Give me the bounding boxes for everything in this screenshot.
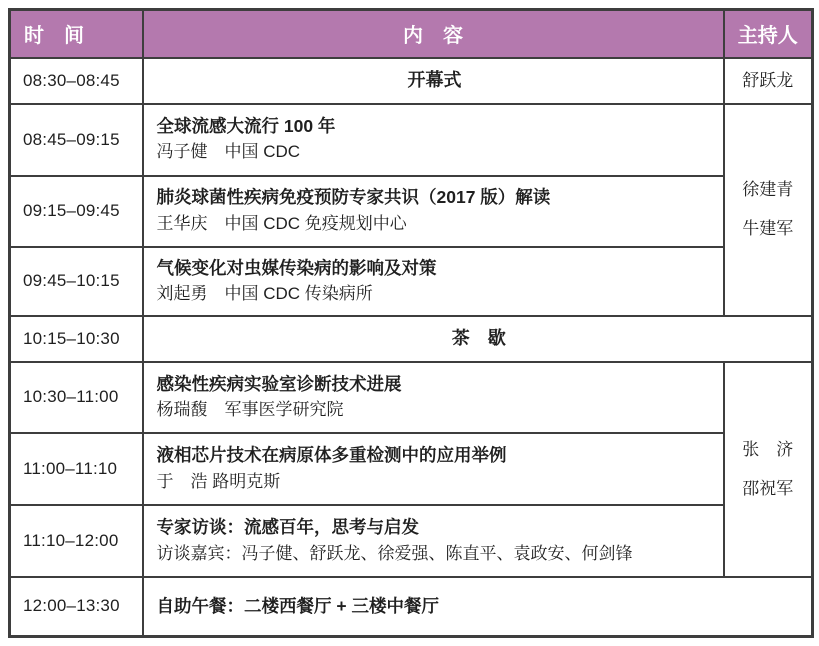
host-name: 舒跃龙 xyxy=(742,70,794,90)
schedule-row xyxy=(10,176,813,247)
time-cell: 11:10–12:00 xyxy=(10,505,143,577)
time-cell: 09:15–09:45 xyxy=(10,176,143,247)
host-cell xyxy=(724,58,813,104)
host-cell xyxy=(724,362,813,577)
session-cell xyxy=(143,433,724,505)
host-name: 牛建军 xyxy=(742,219,794,239)
schedule-row-tea-break xyxy=(10,316,813,362)
session-title: 开幕式 xyxy=(407,69,462,90)
session-guests: 访谈嘉宾：冯子健、舒跃龙、徐爱强、陈直平、袁政安、何剑锋 xyxy=(156,543,633,563)
time-column-header: 时 间 xyxy=(10,10,143,58)
session-speaker: 于 浩 路明克斯 xyxy=(156,471,281,491)
session-title: 自助午餐：二楼西餐厅 + 三楼中餐厅 xyxy=(156,596,439,617)
session-cell xyxy=(143,505,724,577)
schedule-row-opening xyxy=(10,58,813,104)
session-speaker: 王华庆 中国 CDC 免疫规划中心 xyxy=(156,213,407,233)
time-cell: 11:00–11:10 xyxy=(10,433,143,505)
host-name: 张 济 xyxy=(742,439,794,459)
session-speaker: 刘起勇 中国 CDC 传染病所 xyxy=(156,284,373,303)
session-title: 全球流感大流行 100 年 xyxy=(156,115,336,136)
session-cell xyxy=(143,362,724,433)
session-cell xyxy=(143,104,724,176)
schedule-row xyxy=(10,247,813,316)
session-cell xyxy=(143,58,724,104)
time-cell: 08:30–08:45 xyxy=(10,58,143,104)
session-cell xyxy=(143,577,813,637)
schedule-row-lunch xyxy=(10,577,813,637)
session-title: 茶 歇 xyxy=(451,328,506,349)
session-title: 感染性疾病实验室诊断技术进展 xyxy=(156,373,402,394)
session-title: 气候变化对虫媒传染病的影响及对策 xyxy=(156,257,437,278)
session-speaker: 冯子健 中国 CDC xyxy=(156,142,301,162)
host-cell xyxy=(724,104,813,316)
header-row xyxy=(10,10,813,58)
schedule-row xyxy=(10,104,813,176)
session-title: 肺炎球菌性疾病免疫预防专家共识（2017 版）解读 xyxy=(156,187,551,208)
session-title: 液相芯片技术在病原体多重检测中的应用举例 xyxy=(156,445,507,466)
schedule-row xyxy=(10,362,813,433)
time-cell: 10:30–11:00 xyxy=(10,362,143,433)
host-column-header: 主持人 xyxy=(724,10,813,58)
host-name: 徐建青 xyxy=(742,180,794,200)
session-speaker: 杨瑞馥 军事医学研究院 xyxy=(156,400,344,420)
session-title: 专家访谈：流感百年，思考与启发 xyxy=(156,517,419,538)
schedule-table xyxy=(8,8,814,638)
schedule-row xyxy=(10,505,813,577)
content-column-header: 内 容 xyxy=(143,10,724,58)
time-cell: 08:45–09:15 xyxy=(10,104,143,176)
time-cell: 12:00–13:30 xyxy=(10,577,143,637)
session-cell xyxy=(143,316,813,362)
host-name: 邵祝军 xyxy=(742,478,794,498)
session-cell xyxy=(143,247,724,316)
time-cell: 09:45–10:15 xyxy=(10,247,143,316)
session-cell xyxy=(143,176,724,247)
schedule-row xyxy=(10,433,813,505)
time-cell: 10:15–10:30 xyxy=(10,316,143,362)
